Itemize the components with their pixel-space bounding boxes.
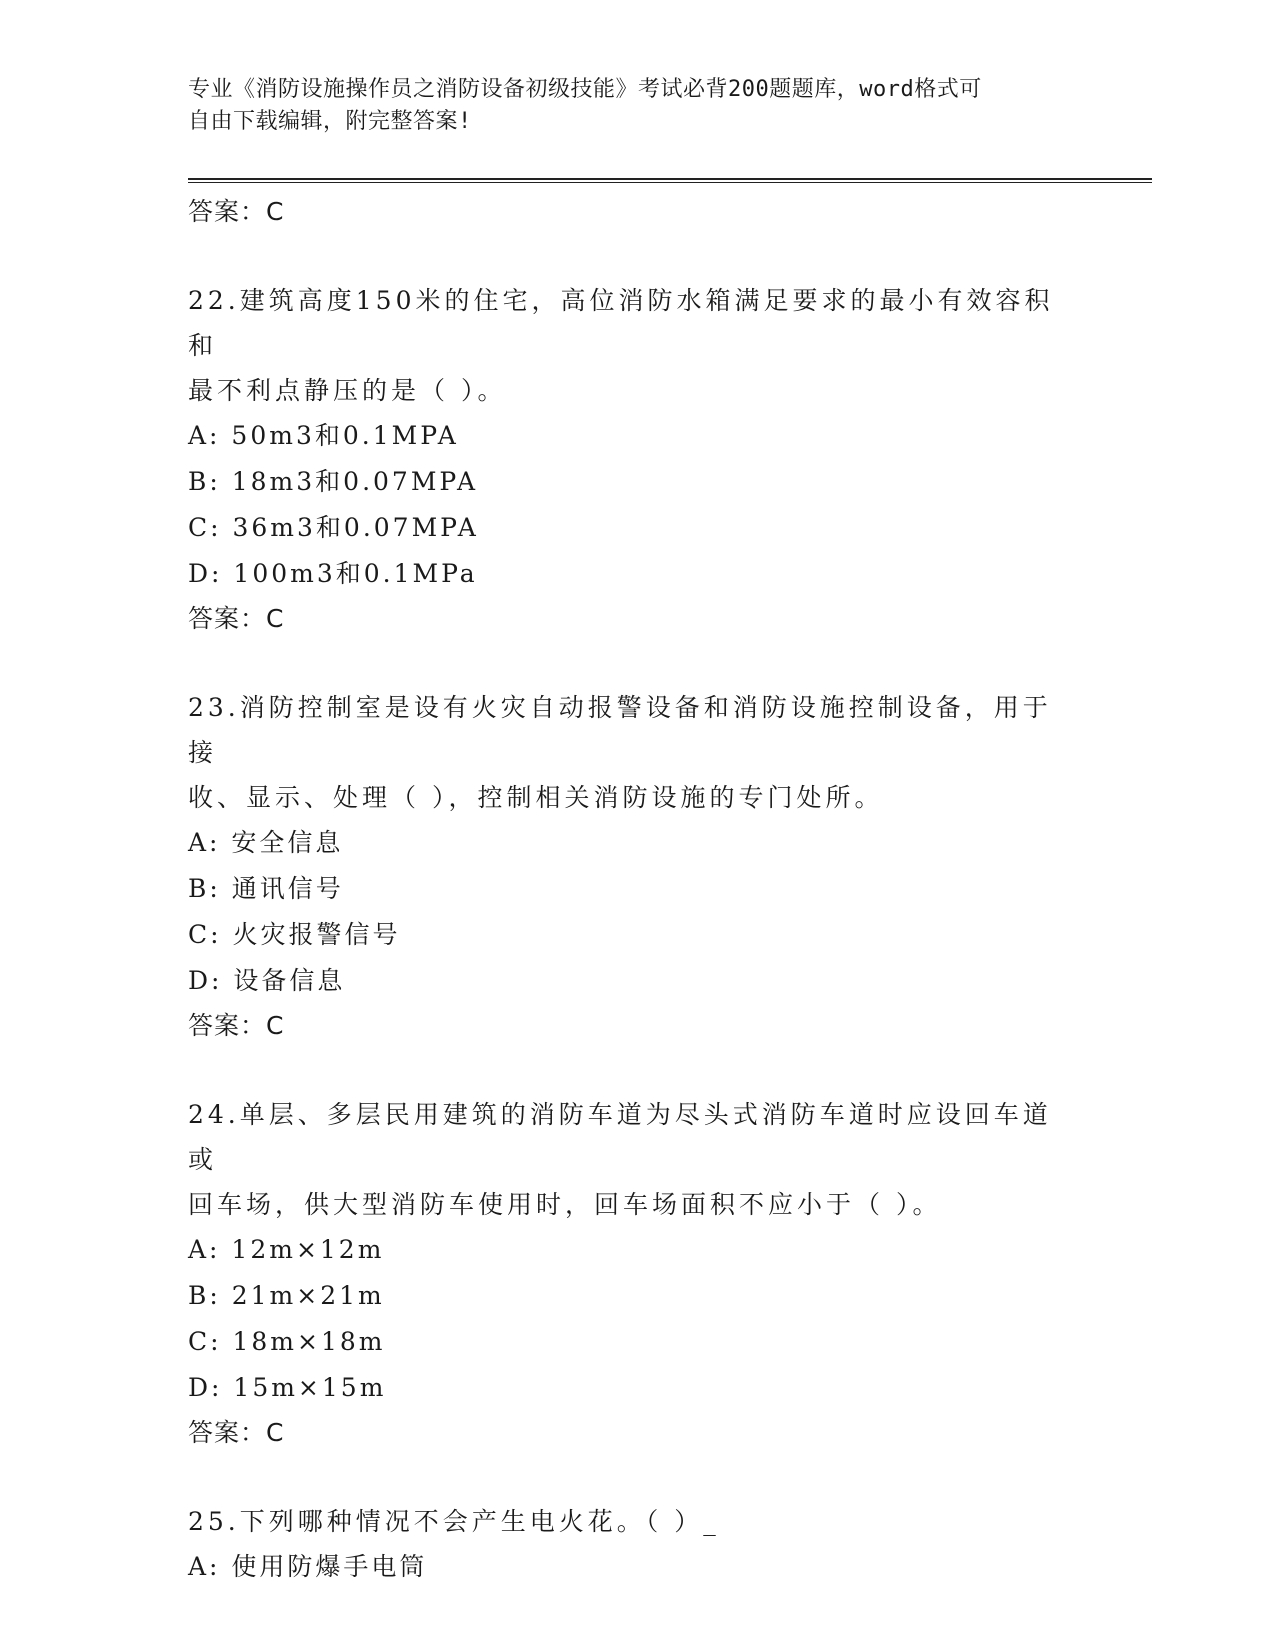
option-d: D: 设备信息 [188, 966, 346, 995]
question-stem-line: 25.下列哪种情况不会产生电火花。（ ）_ [188, 1507, 720, 1536]
option-a: A: 12m×12m [188, 1235, 385, 1264]
option-b: B: 通讯信号 [188, 874, 344, 903]
header-divider [188, 178, 1152, 183]
option-c: C: 36m3和0.07MPA [188, 513, 479, 542]
option-d: D: 100m3和0.1MPa [188, 559, 478, 588]
option-b: B: 18m3和0.07MPA [188, 467, 479, 496]
question-25 [188, 1499, 1088, 1590]
option-c: C: 火灾报警信号 [188, 920, 401, 949]
option-a: A: 使用防爆手电筒 [188, 1552, 428, 1581]
header-line-1: 专业《消防设施操作员之消防设备初级技能》考试必背200题题库，word格式可 [188, 77, 982, 102]
question-stem-line: 24.单层、多层民用建筑的消防车道为尽头式消防车道时应设回车道或 [188, 1100, 1052, 1174]
option-d: D: 15m×15m [188, 1373, 387, 1402]
answer-line: 答案：C [188, 1418, 285, 1447]
question-23 [188, 685, 1088, 1048]
answer-line: 答案：C [188, 604, 285, 633]
option-a: A: 安全信息 [188, 828, 344, 857]
header-line-2: 自由下载编辑，附完整答案! [188, 109, 472, 134]
answer-line: 答案：C [188, 197, 285, 226]
question-stem-line: 最不利点静压的是（ ）。 [188, 376, 507, 405]
answer-line: 答案：C [188, 1011, 285, 1040]
question-22 [188, 278, 1088, 641]
document-header [188, 74, 1088, 138]
question-stem-line: 23.消防控制室是设有火灾自动报警设备和消防设施控制设备，用于接 [188, 693, 1052, 767]
question-stem-line: 回车场，供大型消防车使用时，回车场面积不应小于（ ）。 [188, 1190, 942, 1219]
question-stem [188, 685, 1068, 820]
question-stem [188, 1092, 1068, 1227]
question-24 [188, 1092, 1088, 1455]
option-c: C: 18m×18m [188, 1327, 386, 1356]
option-a: A: 50m3和0.1MPA [188, 421, 459, 450]
question-stem-line: 收、显示、处理（ ），控制相关消防设施的专门处所。 [188, 783, 884, 812]
option-b: B: 21m×21m [188, 1281, 385, 1310]
question-stem-line: 22.建筑高度150米的住宅，高位消防水箱满足要求的最小有效容积和 [188, 286, 1054, 360]
question-stem [188, 1499, 1068, 1544]
question-stem [188, 278, 1068, 413]
question-list [188, 190, 1088, 1590]
